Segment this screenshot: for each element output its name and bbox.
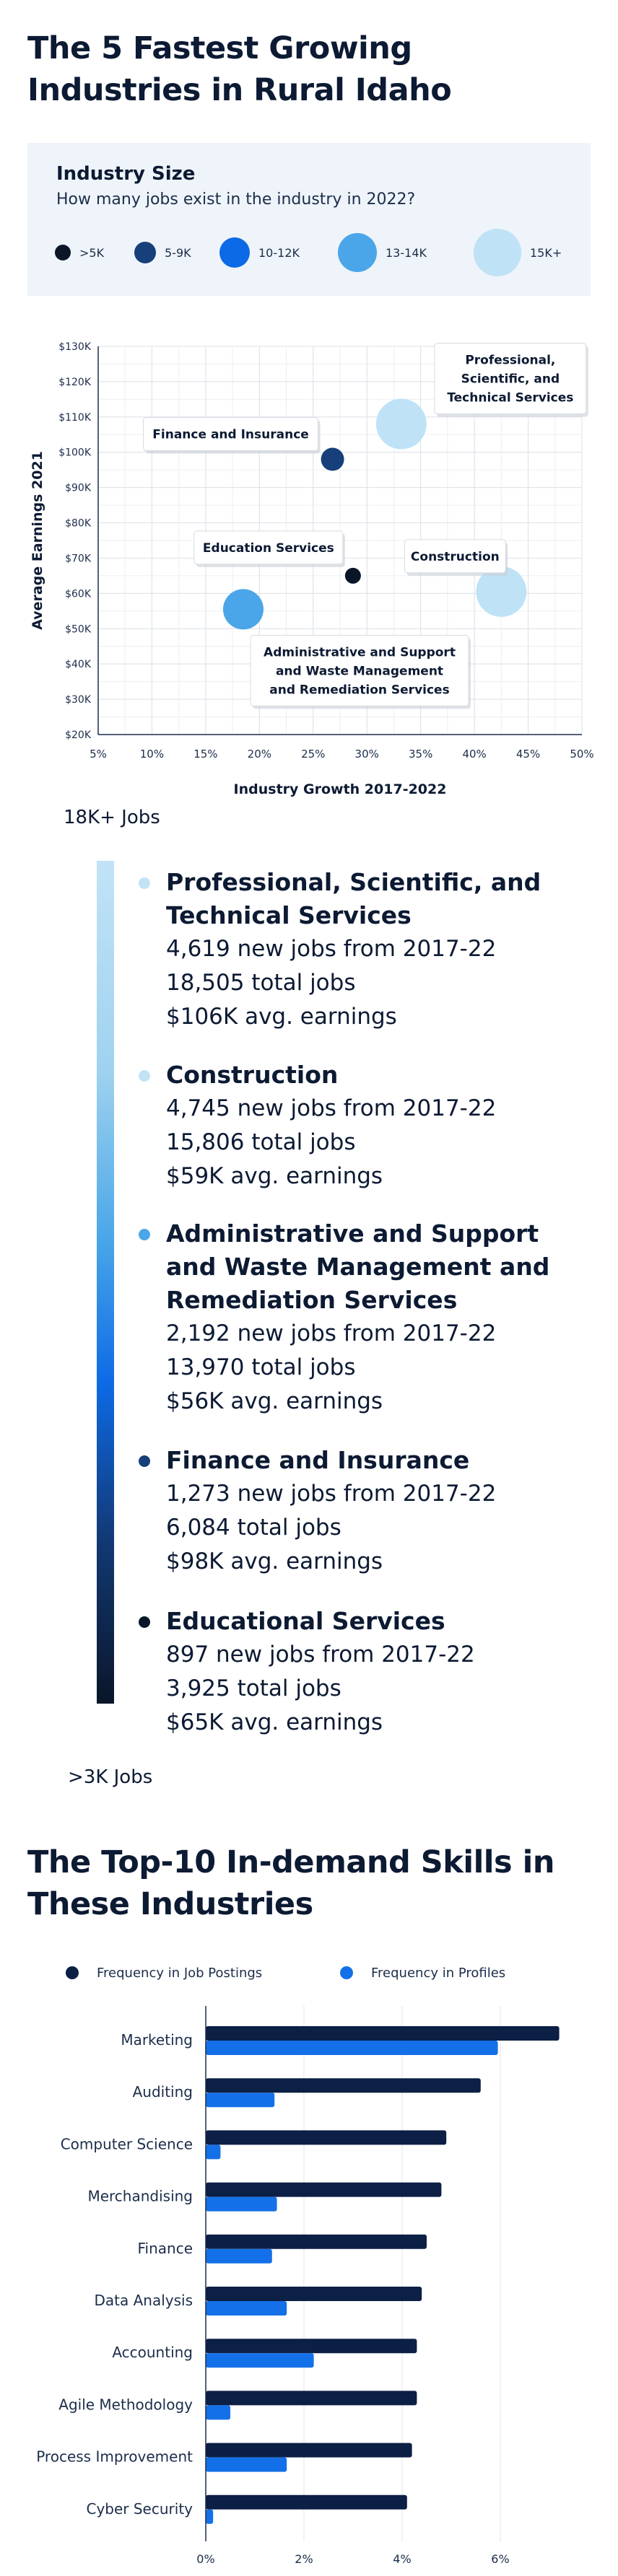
legend-label: 13-14K — [386, 245, 427, 260]
x-tick-label: 25% — [301, 748, 326, 761]
y-tick-label: $40K — [65, 659, 91, 671]
legend-marker — [340, 1966, 353, 1979]
x-tick-label: 20% — [247, 748, 272, 761]
legend-dot — [55, 245, 71, 260]
page-title-line-1: The 5 Fastest Growing — [27, 30, 412, 66]
bar — [206, 2301, 287, 2316]
industry-title: Finance and Insurance — [166, 1446, 470, 1474]
legend-label: 15K+ — [530, 245, 562, 260]
data-point — [223, 589, 264, 629]
industry-earnings: $59K avg. earnings — [166, 1163, 383, 1189]
industry-new-jobs: 897 new jobs from 2017-22 — [166, 1642, 475, 1668]
bar-top-label: 18K+ Jobs — [64, 807, 160, 828]
skills-title-line-1: The Top-10 In-demand Skills in — [27, 1844, 554, 1880]
bar — [206, 2339, 417, 2353]
callout-label: Construction — [410, 549, 500, 564]
legend-item-10-12k — [219, 229, 300, 276]
industry-earnings: $65K avg. earnings — [166, 1709, 383, 1735]
point-callout — [404, 540, 508, 576]
x-tick-label: 40% — [462, 748, 487, 761]
legend-item-5-9k — [134, 229, 191, 276]
industry-title: Construction — [166, 1061, 339, 1089]
industry-size-legend — [27, 143, 591, 296]
x-tick-label: 15% — [193, 748, 218, 761]
legend-dot — [474, 229, 521, 276]
category-label: Computer Science — [60, 2135, 193, 2153]
callout-label: Administrative and Support — [264, 645, 456, 660]
bar — [206, 2093, 274, 2107]
callout-label: Finance and Insurance — [152, 427, 309, 442]
industry-title: Technical Services — [166, 901, 412, 929]
skills-title-line-2: These Industries — [27, 1886, 313, 1922]
industry-total-jobs: 6,084 total jobs — [166, 1515, 341, 1541]
x-tick-label: 2% — [295, 2552, 313, 2566]
category-label: Finance — [137, 2239, 193, 2257]
legend-dot — [134, 242, 156, 263]
bar — [206, 2130, 446, 2145]
industry-title: Educational Services — [166, 1607, 445, 1635]
legend-item-13-14k — [338, 229, 427, 276]
industry-title: Professional, Scientific, and — [166, 868, 541, 896]
industry-dot — [139, 877, 150, 889]
category-label: Accounting — [112, 2344, 193, 2362]
bar — [206, 2443, 412, 2458]
scatter-chart — [0, 325, 618, 815]
bar — [206, 2287, 422, 2301]
legend-label: 5-9K — [165, 245, 191, 260]
legend-dot — [338, 233, 377, 272]
bar — [206, 2183, 441, 2197]
point-callout — [435, 343, 588, 417]
bar — [206, 2353, 314, 2367]
industry-new-jobs: 2,192 new jobs from 2017-22 — [166, 1320, 497, 1346]
industry-title: and Waste Management and — [166, 1253, 550, 1281]
callout-label: Education Services — [202, 540, 334, 556]
industry-new-jobs: 1,273 new jobs from 2017-22 — [166, 1481, 497, 1507]
category-label: Agile Methodology — [58, 2396, 193, 2414]
industry-entry-finance — [166, 1444, 570, 1579]
industry-dot — [139, 1616, 150, 1628]
callout-label: and Waste Management — [275, 664, 444, 679]
legend-label: Frequency in Profiles — [371, 1966, 506, 1981]
jobs-gradient-bar — [97, 861, 114, 1704]
y-axis-title: Average Earnings 2021 — [30, 451, 45, 630]
point-callout — [194, 531, 345, 567]
y-tick-label: $100K — [58, 447, 91, 459]
callout-label: Professional, — [465, 353, 556, 368]
industry-new-jobs: 4,745 new jobs from 2017-22 — [166, 1095, 497, 1121]
callout-label: Scientific, and — [461, 372, 560, 387]
page-title-line-2: Industries in Rural Idaho — [27, 72, 452, 108]
industry-dot — [139, 1455, 150, 1467]
callout-label: and Remediation Services — [269, 683, 450, 698]
skills-bar-chart — [0, 1941, 618, 2569]
bar — [206, 2405, 230, 2419]
y-tick-label: $130K — [58, 341, 91, 353]
x-tick-label: 10% — [139, 748, 165, 761]
callout-label: Technical Services — [447, 390, 574, 406]
industry-earnings: $98K avg. earnings — [166, 1548, 383, 1574]
category-label: Auditing — [132, 2083, 193, 2101]
legend-item-lt5k — [55, 229, 104, 276]
category-label: Data Analysis — [94, 2292, 193, 2309]
bar — [206, 2391, 417, 2405]
industry-earnings: $106K avg. earnings — [166, 1004, 397, 1030]
industry-title: Remediation Services — [166, 1286, 458, 1314]
x-tick-label: 6% — [491, 2552, 510, 2566]
y-tick-label: $30K — [65, 694, 91, 706]
bar — [206, 2145, 220, 2159]
data-point — [345, 568, 361, 584]
y-tick-label: $90K — [65, 482, 91, 494]
y-tick-label: $80K — [65, 517, 91, 530]
industry-title: Administrative and Support — [166, 1219, 539, 1248]
legend-title: Industry Size — [56, 163, 196, 185]
category-label: Cyber Security — [86, 2500, 193, 2518]
x-tick-label: 4% — [393, 2552, 412, 2566]
x-axis-title: Industry Growth 2017-2022 — [233, 781, 447, 797]
y-tick-label: $120K — [58, 376, 91, 388]
industry-total-jobs: 18,505 total jobs — [166, 970, 356, 996]
bar — [206, 2249, 272, 2264]
y-tick-label: $60K — [65, 588, 91, 600]
bar-bottom-label: >3K Jobs — [68, 1766, 153, 1788]
bar — [206, 2458, 287, 2472]
industry-total-jobs: 13,970 total jobs — [166, 1354, 356, 1380]
industry-total-jobs: 15,806 total jobs — [166, 1129, 356, 1155]
bar — [206, 2041, 498, 2055]
data-point — [376, 399, 427, 450]
x-tick-label: 30% — [354, 748, 379, 761]
legend-subtitle: How many jobs exist in the industry in 2022? — [56, 190, 416, 209]
bar — [206, 2235, 427, 2249]
legend-dot — [219, 237, 250, 268]
x-tick-label: 45% — [515, 748, 541, 761]
x-tick-label: 35% — [408, 748, 433, 761]
legend-label: >5K — [79, 245, 105, 260]
data-point — [321, 448, 344, 471]
industry-new-jobs: 4,619 new jobs from 2017-22 — [166, 936, 497, 962]
industry-entry-administrative — [166, 1217, 570, 1419]
bar — [206, 2495, 407, 2510]
industry-total-jobs: 3,925 total jobs — [166, 1675, 341, 1701]
industry-dot — [139, 1070, 150, 1082]
y-tick-label: $70K — [65, 553, 91, 565]
point-callout — [144, 418, 321, 454]
industry-earnings: $56K avg. earnings — [166, 1388, 383, 1414]
category-label: Marketing — [121, 2031, 193, 2049]
x-tick-label: 5% — [90, 748, 107, 761]
industry-entry-construction — [166, 1059, 570, 1193]
industry-entry-educational — [166, 1605, 570, 1740]
bar — [206, 2078, 481, 2093]
legend-label: 10-12K — [258, 245, 300, 260]
legend-marker — [66, 1966, 79, 1979]
bar — [206, 2026, 560, 2041]
category-label: Process Improvement — [36, 2448, 193, 2466]
legend-item-15kplus — [474, 229, 562, 276]
industry-entry-professional — [166, 866, 570, 1034]
y-tick-label: $20K — [65, 730, 91, 741]
category-label: Merchandising — [87, 2187, 193, 2205]
legend-label: Frequency in Job Postings — [97, 1966, 263, 1981]
bar — [206, 2197, 277, 2212]
x-tick-label: 50% — [570, 748, 594, 761]
point-callout — [251, 635, 471, 709]
x-tick-label: 0% — [196, 2552, 215, 2566]
bar — [206, 2510, 213, 2524]
industry-dot — [139, 1229, 150, 1240]
y-tick-label: $50K — [65, 623, 91, 636]
y-tick-label: $110K — [58, 411, 91, 424]
